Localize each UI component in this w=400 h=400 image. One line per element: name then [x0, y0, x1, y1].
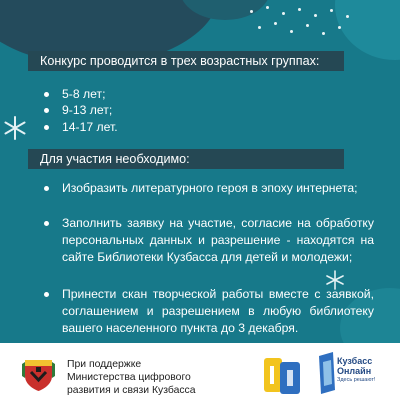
age-groups-heading: Конкурс проводится в трех возрастных группах: — [28, 51, 344, 71]
list-item: 5-8 лет; — [34, 86, 118, 102]
list-item: Принести скан творческой работы вместе с заявкой, соглашением и разрешением в любую библиотеку вашего населенного пункта до 3 декабря. — [34, 286, 374, 337]
requirements-heading: Для участия необходимо: — [28, 149, 344, 169]
coat-of-arms-icon — [22, 356, 55, 392]
decor-dots — [250, 6, 370, 40]
list-item: Изобразить литературного героя в эпоху интернета; — [34, 180, 374, 197]
requirements-list — [34, 180, 374, 337]
list-item: Заполнить заявку на участие, согласие на обработку персональных данных и разрешение - находятся на сайте Библиотеки Кузбасса для детей и молодежи; — [34, 215, 374, 266]
support-text: При поддержке Министерства цифрового развития и связи Кузбасса — [67, 359, 196, 396]
list-item: 9-13 лет; — [34, 102, 118, 118]
partner-logo-name: Кузбасс Онлайн — [337, 356, 373, 376]
partner-logo-tagline: Здесь решают! — [337, 377, 376, 383]
list-item: 14-17 лет. — [34, 119, 118, 135]
snowflake-icon — [2, 115, 28, 141]
age-groups-list — [34, 86, 118, 135]
books-logo-icon — [258, 354, 308, 396]
